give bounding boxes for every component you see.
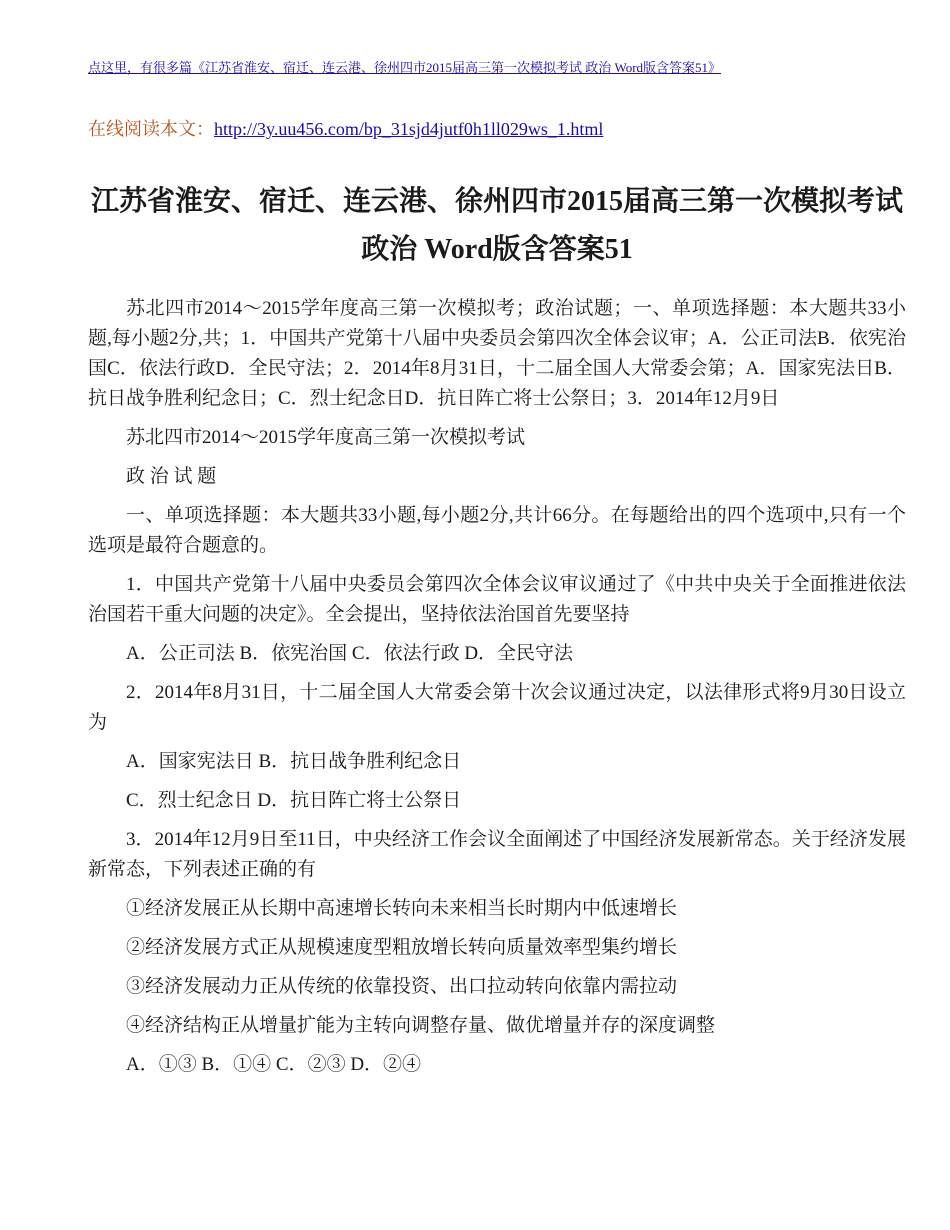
question-3-statement-3: ③经济发展动力正从传统的依靠投资、出口拉动转向依靠内需拉动 [126,976,678,997]
online-read-line [88,115,603,141]
question-2: 2．2014年8月31日，十二届全国人大常委会第十次会议通过决定，以法律形式将9月30日设立为 [88,682,906,733]
question-2-options-cd: C．烈士纪念日 D．抗日阵亡将士公祭日 [126,790,462,811]
question-3-statement-2: ②经济发展方式正从规模速度型粗放增长转向质量效率型集约增长 [126,937,678,958]
online-read-url[interactable]: http://3y.uu456.com/bp_31sjd4jutf0h1ll029ws_1.html [214,119,604,139]
document-body [88,294,906,1089]
question-3: 3．2014年12月9日至11日，中央经济工作会议全面阐述了中国经济发展新常态。关于经济发展新常态，下列表述正确的有 [88,829,906,880]
question-3-statement-4: ④经济结构正从增量扩能为主转向调整存量、做优增量并存的深度调整 [126,1015,716,1036]
related-docs-link[interactable]: 点这里，有很多篇《江苏省淮安、宿迁、连云港、徐州四市2015届高三第一次模拟考试 政治 Word版含答案51》 [88,60,722,75]
question-1-options: A．公正司法 B．依宪治国 C．依法行政 D．全民守法 [126,643,574,664]
document-title: 江苏省淮安、宿迁、连云港、徐州四市2015届高三第一次模拟考试 政治 Word版含答案51 [90,186,903,265]
question-3-statement-1: ①经济发展正从长期中高速增长转向未来相当长时期内中低速增长 [126,898,678,919]
paragraph-subject: 政 治 试 题 [126,466,217,487]
question-1: 1．中国共产党第十八届中央委员会第四次全体会议审议通过了《中共中央关于全面推进依法治国若干重大问题的决定》。全会提出，坚持依法治国首先要坚持 [88,574,906,625]
question-3-options: A．①③ B．①④ C．②③ D．②④ [126,1054,422,1075]
paragraph-section-instructions: 一、单项选择题：本大题共33小题,每小题2分,共计66分。在每题给出的四个选项中,只有一个选项是最符合题意的。 [88,505,906,556]
paragraph-summary: 苏北四市2014～2015学年度高三第一次模拟考；政治试题；一、单项选择题：本大题共33小题,每小题2分,共；1．中国共产党第十八届中央委员会第四次全体会议审；A．公正司法B．依宪治国C．依法行政D．全民守法；2．2014年8月31日，十二届全国人大常委会第；A．国家宪法日B．抗日战争胜利纪念日；C．烈士纪念日D．抗日阵亡将士公祭日；3．2014年12月9日 [88,298,906,409]
paragraph-exam-name: 苏北四市2014～2015学年度高三第一次模拟考试 [126,427,526,448]
question-2-options-ab: A．国家宪法日 B．抗日战争胜利纪念日 [126,751,462,772]
online-read-label: 在线阅读本文： [88,119,214,139]
